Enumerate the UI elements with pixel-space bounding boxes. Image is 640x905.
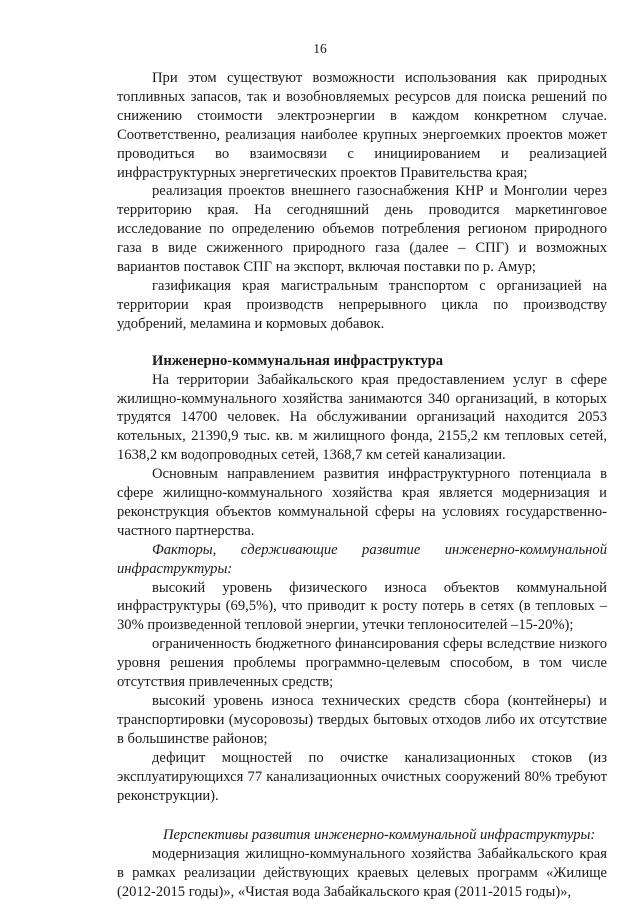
paragraph-energy-resources: При этом существуют возможности использования как природных топливных запасов, так и возобновляемых ресурсов для поиска решений по снижению стоимости электроэнергии в каждом конкретном случае. Соответственно, реализация наиболее крупных энергоемких проектов может проводиться во взаимосвязи с инициированием и реализацией инфраструктурных энергетических проектов Правительства края; <box>117 70 607 181</box>
paragraph-main-direction: Основным направлением развития инфраструктурного потенциала в сфере жилищно-коммунального хозяйства края является модернизация и реконструкция объектов коммунальной сферы на условиях государственно-частного партнерства. <box>117 466 607 539</box>
paragraph-gas-supply-projects: реализация проектов внешнего газоснабжения КНР и Монголии через территорию края. На сегодняшний день проводится маркетинговое исследование по определению объемов потребления регионом природного газа в виде сжиженного природного газа (далее – СПГ) и возможных вариантов поставок СПГ на экспорт, включая поставки по р. Амур; <box>117 183 607 276</box>
paragraph-factor-wear: высокий уровень физического износа объектов коммунальной инфраструктуры (69,5%), что приводит к росту потерь в сетях (в тепловых – 30% произведенной тепловой энергии, утечки теплоносителей –15-20%); <box>117 579 607 634</box>
paragraph-modernization: модернизация жилищно-коммунального хозяйства Забайкальского края в рамках реализации действующих краевых целевых программ «Жилище (2012-2015 годы)», «Чистая вода Забайкальского края (2011-2015 годы)», <box>117 846 607 901</box>
paragraph-gasification: газификация края магистральным транспортом с организацией на территории края производств непрерывного цикла по производству удобрений, меламина и кормовых добавок. <box>117 277 607 332</box>
section-heading: Инженерно-коммунальная инфраструктура <box>152 352 444 369</box>
paragraph-housing-organizations: На территории Забайкальского края предоставлением услуг в сфере жилищно-коммунального хозяйства занимаются 340 организаций, в которых трудятся 14700 человек. На обслуживании организаций находится 2053 котельных, 21390,9 тыс. кв. м жилищного фонда, 2155,2 км тепловых сетей, 1638,2 км водопроводных сетей, 1368,7 км сетей канализации. <box>117 371 607 464</box>
page-content <box>117 69 607 902</box>
paragraph-factor-sewage: дефицит мощностей по очистке канализационных стоков (из эксплуатирующихся 77 канализационных очистных сооружений 80% требуют реконструкции). <box>117 749 607 804</box>
page-number: 16 <box>313 41 327 56</box>
prospects-subheading: Перспективы развития инженерно-коммунальной инфраструктуры: <box>163 827 596 844</box>
paragraph-factor-budget: ограниченность бюджетного финансирования сферы вследствие низкого уровня решения проблемы программно-целевым способом, в том числе отсутствия привлеченных средств; <box>117 636 607 691</box>
paragraph-factor-waste: высокий уровень износа технических средств сбора (контейнеры) и транспортировки (мусоровозы) твердых бытовых отходов либо их отсутствие в большинстве районов; <box>117 693 607 747</box>
factors-subheading: Факторы, сдерживающие развитие инженерно-коммунальной инфраструктуры: <box>117 541 607 577</box>
